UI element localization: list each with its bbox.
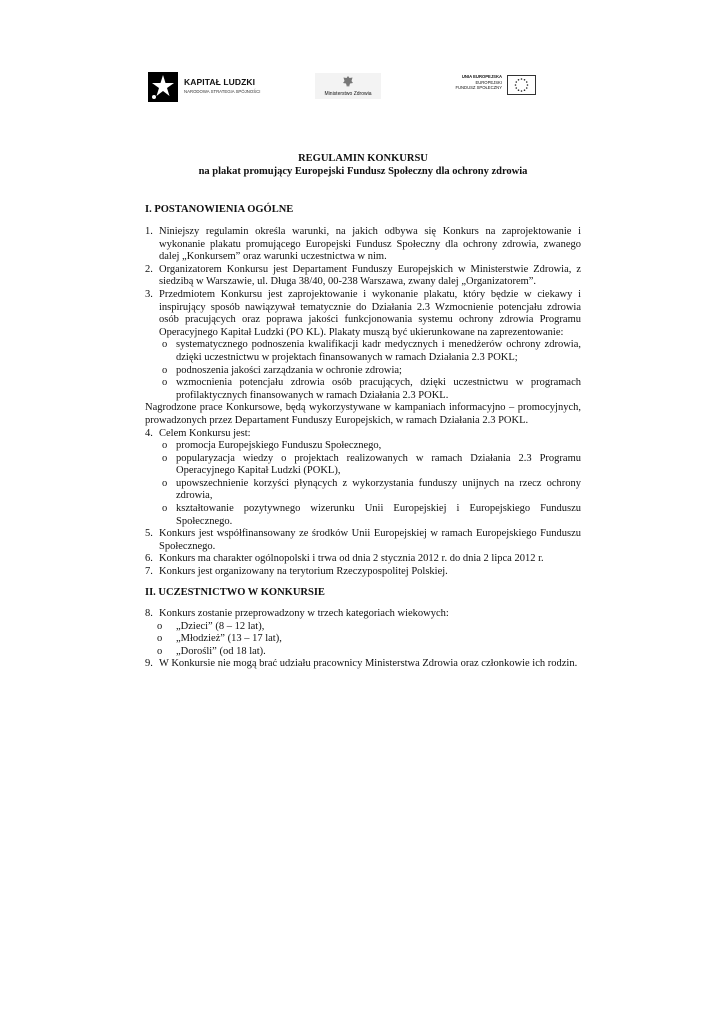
list-item-4 (145, 428, 581, 441)
bullet-icon: o (157, 645, 163, 657)
list-number: 4. (145, 427, 153, 439)
eu-star-icon (518, 79, 520, 81)
eu-star-icon (518, 89, 520, 91)
list-text: Konkurs ma charakter ogólnopolski i trwa od dnia 2 stycznia 2012 r. do dnia 2 lipca 2012 r. (159, 553, 544, 565)
eu-star-icon (516, 87, 518, 89)
bullet-item (145, 440, 581, 453)
list-item-2 (145, 264, 581, 289)
list-number: 7. (145, 566, 153, 578)
list-item-3 (145, 289, 581, 339)
list-text: Przedmiotem Konkursu jest zaprojektowanie i wykonanie plakatu, który będzie w ciekawy i inspirujący sposób nawiązywał tematycznie do Działania 2.3 Wzmocnienie potencjału zdrowia osób pracujących oraz poprawa jakości funkcjonowania systemu ochrony zdrowia Programu Operacyjnego Kapitał Ludzki (PO KL). Plakaty muszą być ukierunkowane na zaprezentowanie: (159, 288, 581, 338)
eu-star-icon (521, 90, 523, 92)
eu-star-icon (526, 81, 528, 83)
bullet-icon: o (162, 364, 168, 376)
list-number: 1. (145, 226, 153, 237)
bullet-item (145, 478, 581, 503)
section-2-list (145, 608, 581, 671)
section-1-list (145, 226, 581, 579)
bullet-icon: o (157, 620, 163, 632)
eu-logo (450, 74, 540, 98)
bullet-icon: o (162, 377, 168, 389)
list-number: 6. (145, 553, 153, 565)
list-text: Konkurs jest współfinansowany ze środków Unii Europejskiej w ramach Europejskiego Funduszu Społecznego. (159, 528, 581, 552)
list-text: Konkurs zostanie przeprowadzony w trzech kategoriach wiekowych: (159, 608, 449, 619)
eu-star-icon (524, 89, 526, 91)
bullet-item (145, 503, 581, 528)
eagle-emblem-icon (342, 75, 354, 89)
list-text: Organizatorem Konkursu jest Departament Funduszy Europejskich w Ministerstwie Zdrowia, z siedzibą w Warszawie, ul. Długa 38/40, 00-238 Warszawa, zwany dalej „Organizatorem”. (159, 263, 581, 288)
ministerstwo-zdrowia-logo (315, 73, 381, 99)
bullet-icon: o (162, 503, 168, 515)
bullet-text: wzmocnienia potencjału zdrowia osób pracujących, dzięki uczestnictwu w programach profilaktycznych finansowanych w ramach Działania 2.3 POKL. (176, 377, 581, 401)
bullet-icon: o (162, 452, 168, 464)
bullet-icon: o (157, 633, 163, 645)
list-text: Celem Konkursu jest: (159, 427, 251, 439)
eu-logo-line3: FUNDUSZ SPOŁECZNY (455, 85, 502, 91)
bullet-item (145, 377, 581, 402)
header-logos (148, 68, 540, 104)
eu-star-icon (515, 84, 517, 86)
eu-logo-line2: EUROPEJSKI (475, 79, 502, 85)
eu-logo-line1: UNIA EUROPEJSKA (461, 74, 502, 79)
bullet-text: systematycznego podnoszenia kwalifikacji kadr medycznych i menedżerów ochrony zdrowia, dzięki uczestnictwu w projektach finansowanych w ramach Działania 2.3 POKL; (176, 339, 581, 363)
list-text: W Konkursie nie mogą brać udziału pracownicy Ministerstwa Zdrowia oraz członkowie ich rodzin. (159, 658, 578, 670)
bullet-item (145, 365, 581, 378)
list-number: 2. (145, 263, 153, 275)
list-item-8 (145, 608, 581, 621)
kapital-ludzki-subtitle: NARODOWA STRATEGIA SPÓJNOŚCI (184, 89, 261, 94)
kapital-ludzki-title: KAPITAŁ LUDZKI (184, 77, 256, 87)
list-number: 8. (145, 608, 153, 619)
bullet-item (145, 339, 581, 364)
bullet-text: kształtowanie pozytywnego wizerunku Unii Europejskiej i Europejskiego Funduszu Społecznego. (176, 503, 581, 527)
list-number: 3. (145, 288, 153, 300)
bullet-text: popularyzacja wiedzy o projektach realizowanych w ramach Działania 2.3 Programu Operacyjnego Kapitał Ludzki (POKL), (176, 452, 581, 477)
bullet-icon: o (162, 440, 168, 452)
eu-star-icon (526, 87, 528, 89)
eu-star-icon (516, 81, 518, 83)
bullet-text: promocja Europejskiego Funduszu Społecznego, (176, 440, 382, 452)
eu-stars-icon (508, 76, 535, 94)
list-number: 5. (145, 528, 153, 540)
kapital-ludzki-emblem-icon (148, 72, 178, 102)
eu-logo-text (455, 74, 502, 91)
eu-star-icon (524, 79, 526, 81)
eu-star-icon (527, 84, 529, 86)
list-item-5 (145, 528, 581, 553)
list-item-7 (145, 566, 581, 579)
document-subtitle: na plakat promujący Europejski Fundusz Społeczny dla ochrony zdrowia (198, 166, 528, 177)
list-item-1 (145, 226, 581, 264)
bullet-item (145, 633, 581, 646)
document-title: REGULAMIN KONKURSU (298, 153, 428, 164)
bullet-text: podnoszenia jakości zarządzania w ochronie zdrowia; (176, 364, 402, 376)
list-item-9 (145, 658, 581, 671)
bullet-text: upowszechnienie korzyści płynących z wykorzystania funduszy unijnych na rzecz ochrony zdrowia, (176, 477, 581, 502)
bullet-text: „Dorośli” (od 18 lat). (176, 645, 266, 657)
list-number: 9. (145, 658, 153, 670)
bullet-item (145, 453, 581, 478)
bullet-text: „Dzieci” (8 – 12 lat), (176, 620, 265, 632)
list-item-6 (145, 553, 581, 566)
kapital-ludzki-logo (148, 72, 268, 102)
section-heading-2: II. UCZESTNICTWO W KONKURSIE (145, 587, 325, 598)
list-text: Niniejszy regulamin określa warunki, na jakich odbywa się Konkurs na zaprojektowanie i wykonanie plakatu promującego Europejski Fundusz Społeczny dla ochrony zdrowia, zwanego dalej „Konkursem” oraz warunki uczestnictwa w nim. (159, 226, 581, 263)
section-heading-1: I. POSTANOWIENIA OGÓLNE (145, 204, 294, 215)
bullet-item (145, 621, 581, 634)
bullet-item (145, 646, 581, 659)
list-text: Konkurs jest organizowany na terytorium Rzeczypospolitej Polskiej. (159, 566, 448, 578)
bullet-icon: o (162, 477, 168, 489)
bullet-icon: o (162, 339, 168, 351)
eu-flag-icon (507, 75, 536, 95)
eu-star-icon (521, 78, 523, 80)
awarded-works-note: Nagrodzone prace Konkursowe, będą wykorzystywane w kampaniach informacyjno – promocyjnych, prowadzonych przez Departament Funduszy Europejskich, w ramach Działania 2.3 POKL. (145, 402, 581, 426)
bullet-text: „Młodzież” (13 – 17 lat), (176, 633, 282, 645)
ministerstwo-zdrowia-label: Ministerstwo Zdrowia (324, 91, 372, 97)
